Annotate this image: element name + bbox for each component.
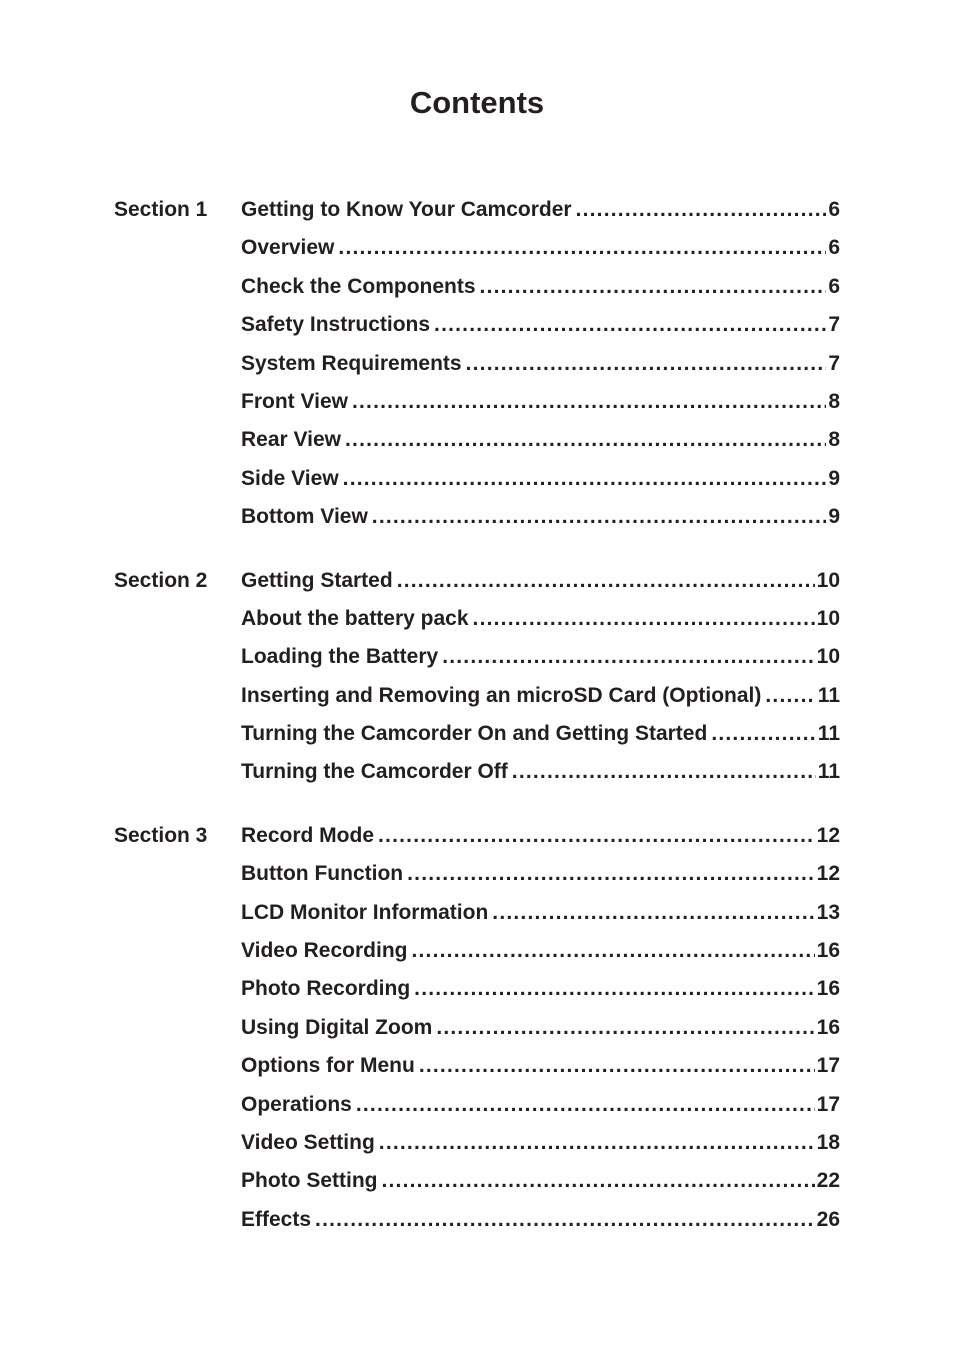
toc-entry[interactable]: [241, 460, 840, 498]
toc-entry-title: Operations: [241, 1092, 352, 1116]
toc-section: [0, 191, 954, 537]
dot-leader: [414, 970, 814, 1008]
toc-section: [0, 562, 954, 792]
toc-entry-page-number: 17: [816, 1092, 840, 1116]
toc-entry-title: Photo Setting: [241, 1169, 378, 1193]
dot-leader: [315, 1201, 815, 1239]
toc-entry-page-number: 8: [828, 428, 840, 452]
toc-entry[interactable]: [241, 1162, 840, 1200]
dot-leader: [711, 715, 815, 753]
toc-entry[interactable]: [241, 1086, 840, 1124]
dot-leader: [379, 1124, 815, 1162]
toc-entry-title: Safety Instructions: [241, 313, 431, 337]
toc-entry-page-number: 18: [816, 1130, 840, 1154]
toc-entry-page-number: 10: [816, 606, 840, 630]
toc-entry[interactable]: [241, 345, 840, 383]
toc-entry-title: Rear View: [241, 428, 342, 452]
toc-entry-page-number: 6: [828, 236, 840, 260]
toc-entry-page-number: 16: [816, 939, 840, 963]
toc-entry-title: Turning the Camcorder Off: [241, 760, 508, 784]
dot-leader: [434, 306, 826, 344]
toc-entry-page-number: 10: [816, 568, 840, 592]
toc-entry-title: Button Function: [241, 862, 404, 886]
toc-entry[interactable]: [241, 306, 840, 344]
dot-leader: [765, 677, 815, 715]
toc-entry-page-number: 12: [816, 862, 840, 886]
toc-entry-page-number: 6: [828, 274, 840, 298]
dot-leader: [343, 460, 827, 498]
dot-leader: [378, 817, 815, 855]
toc-entry[interactable]: [241, 715, 840, 753]
toc-entry-title: Effects: [241, 1207, 312, 1231]
toc-entry-page-number: 12: [816, 823, 840, 847]
dot-leader: [372, 498, 827, 536]
toc-entry[interactable]: [241, 638, 840, 676]
toc-entry[interactable]: [241, 498, 840, 536]
toc-entry-page-number: 16: [816, 1015, 840, 1039]
toc-entry-title: Inserting and Removing an microSD Card (Optional): [241, 683, 762, 707]
toc-entry-title: Record Mode: [241, 823, 375, 847]
toc-entry[interactable]: [241, 1201, 840, 1239]
dot-leader: [352, 383, 826, 421]
toc-entry[interactable]: [241, 383, 840, 421]
toc-entry-title: Getting to Know Your Camcorder: [241, 198, 572, 221]
toc-entry-title: LCD Monitor Information: [241, 900, 489, 924]
toc-entry[interactable]: [241, 932, 840, 970]
dot-leader: [436, 1009, 814, 1047]
toc-entry[interactable]: [241, 268, 840, 306]
dot-leader: [512, 753, 816, 791]
dot-leader: [466, 345, 827, 383]
dot-leader: [419, 1047, 815, 1085]
toc-entry[interactable]: [241, 677, 840, 715]
dot-leader: [381, 1162, 814, 1200]
toc-entry-page-number: 7: [828, 351, 840, 375]
toc-entry[interactable]: [241, 191, 840, 229]
toc-entry-title: Check the Components: [241, 274, 476, 298]
toc-entry-page-number: 17: [816, 1054, 840, 1078]
toc-entry-title: System Requirements: [241, 351, 462, 375]
toc-entry[interactable]: [241, 1009, 840, 1047]
toc-entry-title: Photo Recording: [241, 977, 411, 1001]
toc-entry[interactable]: [241, 1124, 840, 1162]
toc-entry[interactable]: [241, 562, 840, 600]
toc-entry[interactable]: [241, 600, 840, 638]
toc-entry-list: [241, 562, 840, 792]
toc-entry-title: Front View: [241, 389, 348, 413]
toc-entry-page-number: 26: [816, 1207, 840, 1231]
toc-entry-title: About the battery pack: [241, 606, 469, 630]
toc-entry[interactable]: [241, 970, 840, 1008]
toc-entry-title: Turning the Camcorder On and Getting Started: [241, 722, 708, 746]
table-of-contents: [0, 191, 954, 1264]
toc-entry-page-number: 11: [817, 683, 840, 707]
toc-entry-page-number: 22: [816, 1169, 840, 1193]
toc-entry-list: [241, 817, 840, 1239]
toc-entry-page-number: 6: [828, 198, 840, 221]
toc-entry[interactable]: [241, 817, 840, 855]
toc-entry-title: Side View: [241, 466, 339, 490]
toc-entry-page-number: 8: [828, 389, 840, 413]
page-title: Contents: [409, 85, 545, 120]
toc-entry[interactable]: [241, 1047, 840, 1085]
toc-entry-title: Loading the Battery: [241, 645, 439, 669]
toc-entry-page-number: 11: [817, 760, 840, 784]
dot-leader: [576, 191, 827, 229]
section-label: Section 2: [114, 568, 208, 592]
toc-entry-title: Getting Started: [241, 568, 393, 592]
toc-entry[interactable]: [241, 855, 840, 893]
toc-entry-list: [241, 191, 840, 537]
dot-leader: [411, 932, 814, 970]
toc-entry-title: Bottom View: [241, 505, 368, 529]
toc-entry-title: Using Digital Zoom: [241, 1015, 433, 1039]
toc-entry-title: Options for Menu: [241, 1054, 415, 1078]
toc-entry-page-number: 11: [817, 722, 840, 746]
dot-leader: [345, 421, 826, 459]
toc-entry-page-number: 9: [828, 466, 840, 490]
toc-entry-page-number: 7: [828, 313, 840, 337]
dot-leader: [442, 638, 814, 676]
toc-entry-page-number: 13: [816, 900, 840, 924]
dot-leader: [480, 268, 827, 306]
toc-entry-title: Video Recording: [241, 939, 408, 963]
toc-entry-title: Overview: [241, 236, 335, 260]
toc-section: [0, 817, 954, 1239]
toc-entry-title: Video Setting: [241, 1130, 375, 1154]
dot-leader: [356, 1086, 815, 1124]
dot-leader: [473, 600, 815, 638]
toc-entry-page-number: 16: [816, 977, 840, 1001]
toc-entry[interactable]: [241, 753, 840, 791]
dot-leader: [338, 229, 826, 267]
toc-entry-page-number: 9: [828, 505, 840, 529]
toc-entry-page-number: 10: [816, 645, 840, 669]
toc-entry[interactable]: [241, 421, 840, 459]
dot-leader: [492, 894, 814, 932]
section-label: Section 3: [114, 823, 208, 847]
toc-entry[interactable]: [241, 229, 840, 267]
toc-entry[interactable]: [241, 894, 840, 932]
section-label: Section 1: [114, 198, 208, 221]
dot-leader: [407, 855, 815, 893]
dot-leader: [397, 562, 815, 600]
